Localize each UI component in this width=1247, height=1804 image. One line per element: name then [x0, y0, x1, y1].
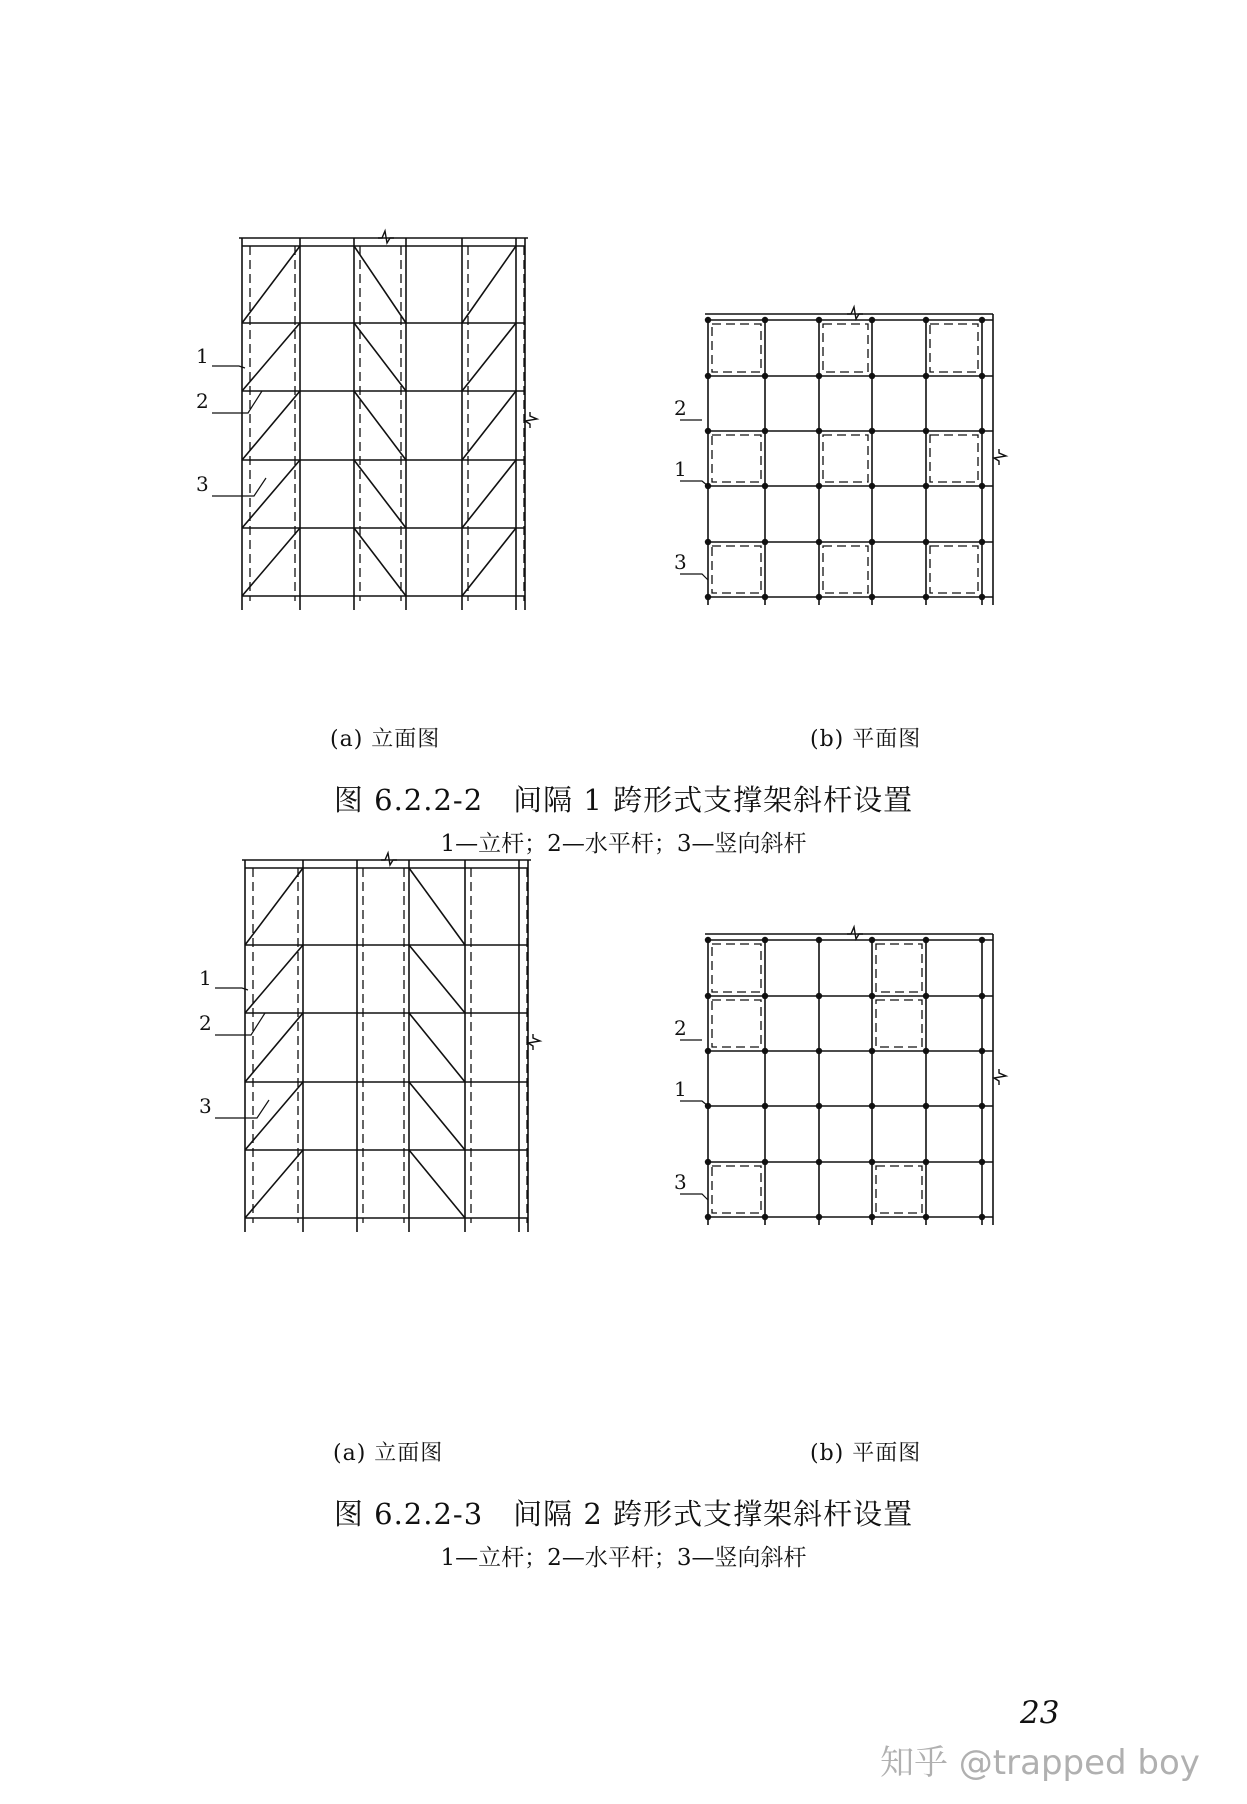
figure-1-elevation-caption: (a) 立面图	[330, 727, 441, 752]
fig2-plan-standard-node	[816, 937, 822, 943]
fig2-plan-standard-node	[705, 1214, 711, 1220]
fig1-elevation-callout-3-label: 3	[196, 472, 209, 496]
fig1-plan-callout-1-label: 1	[674, 457, 687, 481]
figure-2-title: 图 6.2.2-3 间隔 2 跨形式支撑架斜杆设置	[333, 1497, 914, 1531]
fig2-plan-standard-node	[979, 993, 985, 999]
fig2-elevation-callout-3-label: 3	[199, 1094, 212, 1118]
fig1-elevation-callout-2-label: 2	[196, 389, 209, 413]
fig2-elevation-callout-3-leader	[215, 1100, 269, 1118]
fig2-plan-standard-node	[923, 1214, 929, 1220]
figure-1-title: 图 6.2.2-2 间隔 1 跨形式支撑架斜杆设置	[333, 783, 914, 817]
fig1-plan-callout-3-label: 3	[674, 550, 687, 574]
fig2-plan-callout-1-label: 1	[674, 1077, 687, 1101]
fig2-plan-standard-node	[979, 1159, 985, 1165]
fig2-plan-break-top	[847, 927, 863, 939]
fig2-plan-callout-1-leader	[680, 1101, 708, 1106]
fig2-plan-standard-node	[923, 937, 929, 943]
fig2-elevation-diagonal-brace	[245, 1150, 303, 1218]
fig2-plan-brace-bay	[712, 1000, 761, 1047]
fig2-plan-standard-node	[762, 1159, 768, 1165]
watermark: 知乎 @trapped boy	[880, 1743, 1200, 1783]
fig2-elevation-callout-1-leader	[215, 988, 248, 990]
figure-2-elevation-caption: (a) 立面图	[333, 1441, 444, 1466]
fig2-plan-standard-node	[705, 993, 711, 999]
fig2-plan-standard-node	[816, 993, 822, 999]
fig2-plan-standard-node	[869, 1103, 875, 1109]
fig2-plan-callout-2-label: 2	[674, 1016, 687, 1040]
fig2-plan-standard-node	[869, 1214, 875, 1220]
figure-1-legend: 1—立杆；2—水平杆；3—竖向斜杆	[440, 831, 807, 857]
fig2-elevation-break-top	[381, 853, 397, 865]
fig2-plan-brace-bay	[876, 1000, 922, 1047]
fig2-plan-standard-node	[979, 937, 985, 943]
fig2-plan-brace-bay	[876, 1166, 922, 1213]
fig2-elevation-callout-1-label: 1	[199, 966, 212, 990]
figure-2-plan-caption: (b) 平面图	[810, 1441, 922, 1466]
fig2-plan-standard-node	[705, 1159, 711, 1165]
fig2-plan-standard-node	[923, 993, 929, 999]
fig2-plan-brace-bay	[712, 1166, 761, 1213]
fig2-elevation-diagonal-brace	[409, 868, 465, 945]
fig1-plan-callout-2-label: 2	[674, 396, 687, 420]
fig2-plan-standard-node	[869, 1159, 875, 1165]
fig2-plan-standard-node	[923, 1103, 929, 1109]
fig2-plan-standard-node	[923, 1159, 929, 1165]
fig2-plan-standard-node	[816, 1159, 822, 1165]
fig2-elevation-diagonal-brace	[245, 868, 303, 945]
fig2-plan-standard-node	[705, 1048, 711, 1054]
fig2-plan-standard-node	[869, 1048, 875, 1054]
fig2-plan-standard-node	[869, 993, 875, 999]
fig2-plan-callout-3-label: 3	[674, 1170, 687, 1194]
fig2-elevation-callout-2-label: 2	[199, 1011, 212, 1035]
fig2-plan-brace-bay	[712, 944, 761, 992]
fig2-plan-standard-node	[705, 937, 711, 943]
fig2-plan-standard-node	[762, 993, 768, 999]
fig2-plan-standard-node	[816, 1048, 822, 1054]
fig2-plan-brace-bay	[876, 944, 922, 992]
fig1-elevation-callout-1-label: 1	[196, 344, 209, 368]
fig2-plan-standard-node	[762, 1048, 768, 1054]
fig2-plan-standard-node	[762, 1214, 768, 1220]
figure-1-plan-caption: (b) 平面图	[810, 727, 922, 752]
fig2-elevation-diagonal-brace	[245, 945, 303, 1013]
fig2-elevation-callout-2-leader	[215, 1013, 265, 1035]
fig2-plan-standard-node	[979, 1214, 985, 1220]
fig2-plan-standard-node	[762, 937, 768, 943]
fig2-elevation-diagonal-brace	[245, 1082, 303, 1150]
fig2-plan-standard-node	[762, 1103, 768, 1109]
fig2-plan-standard-node	[816, 1103, 822, 1109]
fig2-plan-standard-node	[816, 1214, 822, 1220]
fig2-elevation-break-right	[528, 1034, 540, 1050]
page-number: 23	[1020, 1695, 1060, 1731]
fig2-plan-standard-node	[705, 1103, 711, 1109]
fig2-elevation-diagonal-brace	[245, 1013, 303, 1082]
fig2-plan-break-right	[994, 1069, 1006, 1085]
fig2-plan-standard-node	[923, 1048, 929, 1054]
fig2-elevation-diagonal-brace	[409, 945, 465, 1013]
fig2-elevation-diagonal-brace	[409, 1082, 465, 1150]
fig2-plan-standard-node	[979, 1048, 985, 1054]
fig2-elevation-diagonal-brace	[409, 1013, 465, 1082]
figure-2-legend: 1—立杆；2—水平杆；3—竖向斜杆	[440, 1545, 807, 1571]
fig2-plan-standard-node	[979, 1103, 985, 1109]
fig2-plan-callout-3-leader	[680, 1194, 708, 1200]
fig2-elevation-diagonal-brace	[409, 1150, 465, 1218]
fig2-plan-standard-node	[869, 937, 875, 943]
